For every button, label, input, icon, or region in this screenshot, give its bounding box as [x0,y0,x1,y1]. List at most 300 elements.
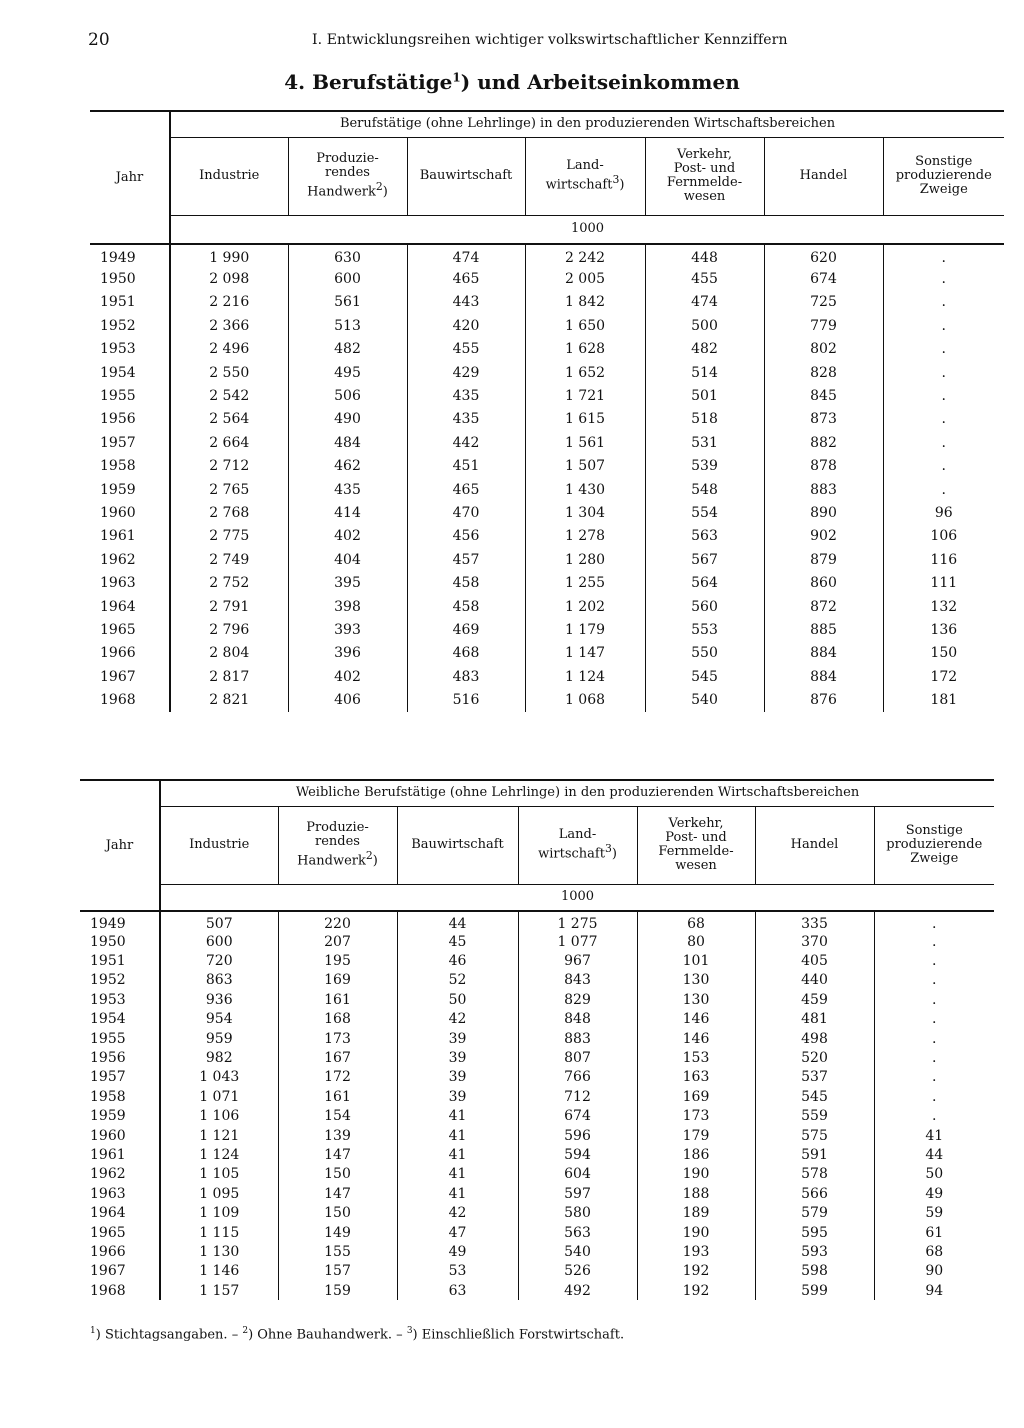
cell-value: 1 105 [160,1165,278,1184]
cell-year: 1965 [100,621,136,638]
cell-year: 1964 [90,1205,126,1222]
cell-value: 563 [645,525,764,548]
cell-value: 161 [278,990,397,1009]
cell-value: 766 [518,1068,637,1087]
cell-value: 136 [883,618,1004,641]
cell-value: 516 [407,688,525,711]
table-row [80,951,994,970]
cell-value: 600 [160,932,278,951]
cell-value: 967 [518,951,637,970]
cell-value: 526 [518,1262,637,1281]
table-row [90,408,1004,431]
cell-value: 462 [288,455,407,478]
table-row [80,1223,994,1242]
cell-value: 630 [288,244,407,267]
cell-value: 41 [397,1165,518,1184]
cell-value: 560 [645,595,764,618]
table-row [80,1262,994,1281]
cell-value: 843 [518,971,637,990]
cell-value: 2 216 [170,291,288,314]
page-number: 20 [88,30,110,50]
cell-value: 172 [883,665,1004,688]
cell-value: 68 [637,911,755,932]
cell-value: 167 [278,1048,397,1067]
cell-value: 80 [637,932,755,951]
table-row [90,431,1004,454]
cell-value: 1 109 [160,1203,278,1222]
cell-value: 116 [883,548,1004,571]
cell-value: 882 [764,431,883,454]
cell-value: 41 [397,1184,518,1203]
cell-value: 1 615 [525,408,645,431]
cell-value: 954 [160,1010,278,1029]
cell-value: 157 [278,1262,397,1281]
cell-value: 402 [288,665,407,688]
cell-value: 335 [755,911,874,932]
header-industrie: Industrie [170,137,288,215]
cell-year: 1959 [100,481,136,498]
cell-value: 1 628 [525,338,645,361]
cell-value: 2 775 [170,525,288,548]
cell-value: 130 [637,990,755,1009]
header-landwirtschaft: Land- wirtschaft$^3$) [518,806,637,884]
table-row [80,1165,994,1184]
cell-value: 39 [397,1087,518,1106]
running-head: I. Entwicklungsreihen wichtiger volkswirtschaftlicher Kennziffern [312,32,788,48]
cell-value: 393 [288,618,407,641]
cell-year: 1949 [90,916,126,932]
cell-value: 829 [518,990,637,1009]
cell-value: 1 842 [525,291,645,314]
cell-year: 1963 [90,1185,126,1202]
cell-value: 1 179 [525,618,645,641]
cell-value: 1 043 [160,1068,278,1087]
cell-value: . [883,361,1004,384]
cell-year: 1951 [90,953,126,970]
cell-value: 1 095 [160,1184,278,1203]
table-row [80,1010,994,1029]
cell-year: 1959 [90,1108,126,1125]
cell-value: . [874,971,994,990]
cell-year: 1962 [100,551,136,568]
cell-value: 566 [755,1184,874,1203]
cell-year: 1951 [100,294,136,311]
cell-value: 779 [764,314,883,337]
table-row [80,971,994,990]
header-sonstige: Sonstige produzierende Zweige [874,806,994,884]
cell-value: 1 721 [525,384,645,407]
table-row [80,1281,994,1300]
cell-year: 1955 [90,1030,126,1047]
cell-value: 490 [288,408,407,431]
cell-value: 39 [397,1048,518,1067]
cell-value: . [874,990,994,1009]
cell-value: 39 [397,1068,518,1087]
table-row [90,455,1004,478]
cell-value: 1 068 [525,688,645,711]
cell-value: 192 [637,1281,755,1300]
cell-value: 1 106 [160,1107,278,1126]
cell-value: 458 [407,595,525,618]
cell-value: . [874,1087,994,1106]
table-row [90,525,1004,548]
table-row [80,1145,994,1164]
cell-value: 553 [645,618,764,641]
cell-value: 539 [645,455,764,478]
page-title: 4. Berufstätige$^1$) und Arbeitseinkommen [284,70,740,94]
cell-value: 495 [288,361,407,384]
cell-value: 468 [407,642,525,665]
cell-year: 1964 [100,598,136,615]
cell-year: 1968 [100,692,136,709]
cell-value: . [883,431,1004,454]
cell-value: 599 [755,1281,874,1300]
cell-value: 130 [637,971,755,990]
cell-value: . [874,1029,994,1048]
table-row [80,1242,994,1261]
cell-value: 395 [288,571,407,594]
cell-value: 540 [518,1242,637,1261]
cell-value: 2 765 [170,478,288,501]
cell-year: 1957 [100,434,136,451]
cell-value: 594 [518,1145,637,1164]
cell-value: 169 [278,971,397,990]
cell-value: 674 [764,267,883,290]
cell-value: . [883,267,1004,290]
cell-value: 459 [755,990,874,1009]
cell-value: 41 [397,1107,518,1126]
cell-value: 2 804 [170,642,288,665]
cell-year: 1958 [100,458,136,475]
cell-value: 579 [755,1203,874,1222]
cell-value: 591 [755,1145,874,1164]
cell-value: 41 [874,1126,994,1145]
cell-value: 498 [755,1029,874,1048]
cell-value: 567 [645,548,764,571]
cell-value: 44 [397,911,518,932]
cell-value: 52 [397,971,518,990]
cell-year: 1962 [90,1166,126,1183]
cell-value: 465 [407,267,525,290]
cell-year: 1955 [100,388,136,405]
cell-value: 168 [278,1010,397,1029]
cell-value: 190 [637,1223,755,1242]
cell-value: 600 [288,267,407,290]
cell-value: . [883,244,1004,267]
cell-value: 457 [407,548,525,571]
table-body [80,911,994,1300]
cell-value: 2 791 [170,595,288,618]
cell-value: 1 990 [170,244,288,267]
cell-value: 578 [755,1165,874,1184]
cell-value: 620 [764,244,883,267]
cell-value: 545 [645,665,764,688]
cell-value: . [883,291,1004,314]
cell-value: 597 [518,1184,637,1203]
cell-value: . [883,408,1004,431]
cell-value: 1 124 [160,1145,278,1164]
cell-value: 807 [518,1048,637,1067]
unit-label: 1000 [160,884,994,910]
cell-value: 402 [288,525,407,548]
cell-value: 404 [288,548,407,571]
cell-value: 674 [518,1107,637,1126]
cell-value: . [874,1068,994,1087]
cell-value: 1 255 [525,571,645,594]
table-row [80,1048,994,1067]
header-verkehr: Verkehr, Post- und Fernmelde- wesen [637,806,755,884]
cell-year: 1960 [100,504,136,521]
cell-value: 414 [288,501,407,524]
cell-value: 550 [645,642,764,665]
unit-label: 1000 [170,215,1004,243]
cell-value: 531 [645,431,764,454]
cell-value: 44 [874,1145,994,1164]
cell-value: 1 650 [525,314,645,337]
cell-value: 220 [278,911,397,932]
cell-value: 2 542 [170,384,288,407]
cell-value: 41 [397,1145,518,1164]
cell-year: 1953 [90,991,126,1008]
header-handel: Handel [755,806,874,884]
cell-value: 537 [755,1068,874,1087]
cell-value: 595 [755,1223,874,1242]
cell-year: 1967 [90,1263,126,1280]
cell-value: 443 [407,291,525,314]
cell-value: 154 [278,1107,397,1126]
cell-value: 876 [764,688,883,711]
cell-year: 1949 [100,250,136,267]
cell-value: 883 [764,478,883,501]
table-row [80,990,994,1009]
cell-value: 712 [518,1087,637,1106]
cell-value: 451 [407,455,525,478]
cell-value: 465 [407,478,525,501]
cell-value: 1 202 [525,595,645,618]
cell-value: . [874,1010,994,1029]
cell-value: 860 [764,571,883,594]
cell-value: 455 [645,267,764,290]
table-row [80,1203,994,1222]
cell-value: 46 [397,951,518,970]
header-bauwirtschaft: Bauwirtschaft [397,806,518,884]
cell-year: 1952 [100,317,136,334]
table-row [90,478,1004,501]
cell-value: 440 [755,971,874,990]
header-handel: Handel [764,137,883,215]
table-row [90,548,1004,571]
cell-value: 2 242 [525,244,645,267]
cell-value: . [874,932,994,951]
cell-value: 1 561 [525,431,645,454]
cell-value: 2 796 [170,618,288,641]
cell-value: 878 [764,455,883,478]
cell-value: 1 280 [525,548,645,571]
cell-value: 42 [397,1010,518,1029]
cell-year: 1954 [100,364,136,381]
table-row [80,932,994,951]
cell-value: 936 [160,990,278,1009]
cell-value: 458 [407,571,525,594]
cell-value: 396 [288,642,407,665]
cell-value: 149 [278,1223,397,1242]
cell-value: 470 [407,501,525,524]
cell-value: 506 [288,384,407,407]
table-row [90,501,1004,524]
table-row [90,571,1004,594]
cell-value: 1 507 [525,455,645,478]
cell-value: 482 [645,338,764,361]
cell-value: 598 [755,1262,874,1281]
cell-value: 725 [764,291,883,314]
cell-value: 190 [637,1165,755,1184]
cell-value: 1 077 [518,932,637,951]
header-bauwirtschaft: Bauwirtschaft [407,137,525,215]
cell-value: 1 304 [525,501,645,524]
cell-value: 49 [397,1242,518,1261]
cell-year: 1966 [90,1243,126,1260]
cell-value: 173 [278,1029,397,1048]
cell-value: 39 [397,1029,518,1048]
cell-value: 153 [637,1048,755,1067]
cell-value: 150 [278,1165,397,1184]
cell-value: 370 [755,932,874,951]
cell-value: 420 [407,314,525,337]
cell-value: 41 [397,1126,518,1145]
cell-value: 49 [874,1184,994,1203]
cell-value: 2 098 [170,267,288,290]
header-sonstige: Sonstige produzierende Zweige [883,137,1004,215]
cell-value: 429 [407,361,525,384]
cell-value: 111 [883,571,1004,594]
cell-value: 173 [637,1107,755,1126]
cell-year: 1960 [90,1127,126,1144]
cell-value: 61 [874,1223,994,1242]
table-row [90,244,1004,267]
cell-value: 1 124 [525,665,645,688]
cell-value: 106 [883,525,1004,548]
header-jahr: Jahr [90,111,170,243]
cell-value: 405 [755,951,874,970]
table-row [90,384,1004,407]
cell-year: 1956 [100,411,136,428]
cell-value: 564 [645,571,764,594]
cell-value: 2 712 [170,455,288,478]
cell-year: 1963 [100,575,136,592]
cell-value: . [883,478,1004,501]
cell-value: . [874,951,994,970]
cell-value: 1 121 [160,1126,278,1145]
cell-value: 150 [883,642,1004,665]
footnote: $^1$) Stichtagsangaben. – $^2$) Ohne Bauhandwerk. – $^3$) Einschließlich Forstwirtschaft. [90,1326,625,1343]
cell-year: 1968 [90,1282,126,1299]
cell-value: 802 [764,338,883,361]
cell-value: 884 [764,642,883,665]
cell-value: 398 [288,595,407,618]
cell-value: 2 817 [170,665,288,688]
cell-value: 169 [637,1087,755,1106]
cell-value: 883 [518,1029,637,1048]
cell-value: 959 [160,1029,278,1048]
cell-value: 885 [764,618,883,641]
cell-year: 1967 [100,668,136,685]
cell-value: 192 [637,1262,755,1281]
cell-value: 483 [407,665,525,688]
cell-value: 207 [278,932,397,951]
table-row [90,314,1004,337]
cell-value: 2 366 [170,314,288,337]
header-industrie: Industrie [160,806,278,884]
cell-value: 604 [518,1165,637,1184]
cell-value: 507 [160,911,278,932]
cell-value: 139 [278,1126,397,1145]
cell-value: 455 [407,338,525,361]
cell-value: 155 [278,1242,397,1261]
cell-value: 188 [637,1184,755,1203]
cell-value: 845 [764,384,883,407]
table-row [90,361,1004,384]
cell-value: 94 [874,1281,994,1300]
cell-value: 42 [397,1203,518,1222]
cell-value: 513 [288,314,407,337]
cell-value: 2 496 [170,338,288,361]
cell-value: 150 [278,1203,397,1222]
cell-value: 2 550 [170,361,288,384]
cell-value: 435 [407,384,525,407]
cell-year: 1958 [90,1088,126,1105]
header-landwirtschaft: Land- wirtschaft$^3$) [525,137,645,215]
cell-value: 189 [637,1203,755,1222]
cell-value: 1 071 [160,1087,278,1106]
header-verkehr: Verkehr, Post- und Fernmelde- wesen [645,137,764,215]
cell-value: 863 [160,971,278,990]
cell-value: 2 768 [170,501,288,524]
table-body [90,244,1004,712]
cell-year: 1954 [90,1011,126,1028]
cell-year: 1953 [100,341,136,358]
cell-value: 902 [764,525,883,548]
cell-value: 2 752 [170,571,288,594]
cell-value: 548 [645,478,764,501]
cell-value: 520 [755,1048,874,1067]
cell-year: 1966 [100,645,136,662]
cell-value: . [874,911,994,932]
table-row [90,665,1004,688]
cell-value: 500 [645,314,764,337]
table-row [80,1087,994,1106]
cell-value: . [874,1107,994,1126]
cell-value: 96 [883,501,1004,524]
table-row [80,1107,994,1126]
cell-value: 484 [288,431,407,454]
cell-value: 1 275 [518,911,637,932]
cell-value: 1 146 [160,1262,278,1281]
header-handwerk: Produzie- rendes Handwerk$^2$) [278,806,397,884]
cell-value: 2 749 [170,548,288,571]
table-row [80,1029,994,1048]
cell-value: 474 [645,291,764,314]
cell-value: 514 [645,361,764,384]
cell-value: 1 278 [525,525,645,548]
cell-value: 482 [288,338,407,361]
cell-value: 186 [637,1145,755,1164]
cell-value: 545 [755,1087,874,1106]
cell-value: 828 [764,361,883,384]
cell-value: 848 [518,1010,637,1029]
cell-value: 448 [645,244,764,267]
table-row [90,595,1004,618]
cell-value: 147 [278,1145,397,1164]
